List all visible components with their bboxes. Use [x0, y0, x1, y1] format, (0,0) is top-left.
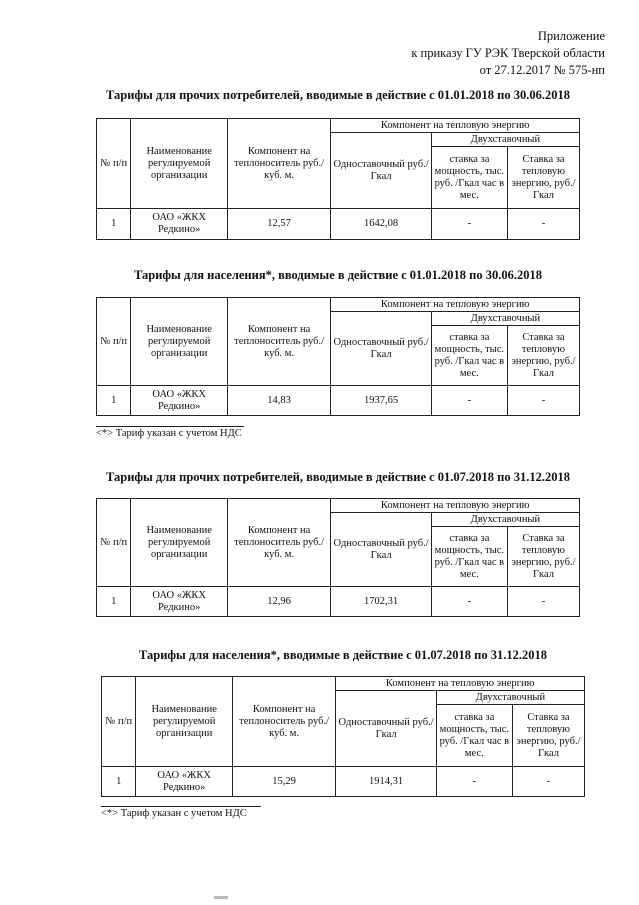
- header-org: Наименование регулируемой организации: [136, 677, 232, 767]
- header-energy-rate: Ставка за тепловую энергию, руб./Гкал: [507, 147, 579, 209]
- header-capacity-rate: ставка за мощность, тыс. руб. /Гкал час в мес.: [436, 705, 512, 767]
- header-heat-energy: Компонент на тепловую энергию: [331, 499, 580, 513]
- header-heat-carrier: Компонент на теплоноситель руб./куб. м.: [232, 677, 335, 767]
- cell-heat-carrier: 14,83: [227, 386, 330, 416]
- tariff-table: [96, 498, 580, 617]
- header-two-part: Двухставочный: [436, 691, 584, 705]
- footnote-divider: [101, 806, 261, 807]
- table-row: [102, 767, 585, 797]
- cell-org: ОАО «ЖКХ Редкино»: [131, 209, 227, 240]
- cell-one-part: 1642,08: [331, 209, 431, 240]
- cell-num: 1: [97, 386, 131, 416]
- header-one-part: Одноставочный руб./Гкал: [331, 133, 431, 209]
- header-two-part: Двухставочный: [431, 312, 579, 326]
- appendix-label: Приложение: [537, 29, 605, 43]
- header-energy-rate: Ставка за тепловую энергию, руб./Гкал: [507, 326, 579, 386]
- tariff-table: [96, 297, 580, 416]
- cell-capacity-rate: -: [431, 587, 507, 617]
- table-row: [97, 209, 580, 240]
- cell-capacity-rate: -: [431, 209, 507, 240]
- section-title: Тарифы для населения*, вводимые в действие с 01.07.2018 по 31.12.2018: [138, 648, 548, 662]
- cell-num: 1: [102, 767, 136, 797]
- table-row: [97, 587, 580, 617]
- header-heat-energy: Компонент на тепловую энергию: [331, 119, 580, 133]
- footnote-vat: <*> Тариф указан с учетом НДС: [96, 428, 242, 439]
- header-one-part: Одноставочный руб./Гкал: [331, 513, 431, 587]
- cell-energy-rate: -: [507, 209, 579, 240]
- order-reference: к приказу ГУ РЭК Тверской области: [411, 46, 605, 60]
- cell-heat-carrier: 12,96: [227, 587, 330, 617]
- document-header: [411, 28, 605, 79]
- section-title: Тарифы для прочих потребителей, вводимые в действие с 01.07.2018 по 31.12.2018: [105, 470, 571, 484]
- header-capacity-rate: ставка за мощность, тыс. руб. /Гкал час в мес.: [431, 147, 507, 209]
- table-row: [97, 386, 580, 416]
- cell-energy-rate: -: [507, 386, 579, 416]
- header-two-part: Двухставочный: [431, 513, 579, 527]
- cell-org: ОАО «ЖКХ Редкино»: [136, 767, 232, 797]
- cell-org: ОАО «ЖКХ Редкино»: [131, 587, 227, 617]
- section-title: Тарифы для прочих потребителей, вводимые в действие с 01.01.2018 по 30.06.2018: [105, 88, 571, 102]
- header-num: № п/п: [97, 298, 131, 386]
- header-num: № п/п: [97, 499, 131, 587]
- header-capacity-rate: ставка за мощность, тыс. руб. /Гкал час в мес.: [431, 326, 507, 386]
- order-date-number: от 27.12.2017 № 575-нп: [479, 63, 605, 77]
- cell-energy-rate: -: [512, 767, 584, 797]
- header-num: № п/п: [97, 119, 131, 209]
- cell-heat-carrier: 15,29: [232, 767, 335, 797]
- header-num: № п/п: [102, 677, 136, 767]
- header-heat-energy: Компонент на тепловую энергию: [331, 298, 580, 312]
- header-org: Наименование регулируемой организации: [131, 499, 227, 587]
- header-energy-rate: Ставка за тепловую энергию, руб./Гкал: [507, 527, 579, 587]
- header-heat-carrier: Компонент на теплоноситель руб./куб. м.: [227, 499, 330, 587]
- scan-artifact: [214, 896, 228, 899]
- cell-capacity-rate: -: [431, 386, 507, 416]
- footnote-vat: <*> Тариф указан с учетом НДС: [101, 808, 247, 819]
- footnote-divider: [96, 426, 244, 427]
- tariff-table: [101, 676, 585, 797]
- cell-num: 1: [97, 209, 131, 240]
- header-energy-rate: Ставка за тепловую энергию, руб./Гкал: [512, 705, 584, 767]
- section-title: Тарифы для населения*, вводимые в действие с 01.01.2018 по 30.06.2018: [133, 268, 543, 282]
- header-heat-energy: Компонент на тепловую энергию: [336, 677, 585, 691]
- cell-org: ОАО «ЖКХ Редкино»: [131, 386, 227, 416]
- cell-one-part: 1702,31: [331, 587, 431, 617]
- cell-heat-carrier: 12,57: [227, 209, 330, 240]
- header-one-part: Одноставочный руб./Гкал: [336, 691, 436, 767]
- header-org: Наименование регулируемой организации: [131, 298, 227, 386]
- header-one-part: Одноставочный руб./Гкал: [331, 312, 431, 386]
- header-two-part: Двухставочный: [431, 133, 579, 147]
- header-heat-carrier: Компонент на теплоноситель руб./куб. м.: [227, 298, 330, 386]
- cell-num: 1: [97, 587, 131, 617]
- tariff-table: [96, 118, 580, 240]
- cell-energy-rate: -: [507, 587, 579, 617]
- cell-capacity-rate: -: [436, 767, 512, 797]
- header-org: Наименование регулируемой организации: [131, 119, 227, 209]
- header-heat-carrier: Компонент на теплоноситель руб./куб. м.: [227, 119, 330, 209]
- cell-one-part: 1937,65: [331, 386, 431, 416]
- cell-one-part: 1914,31: [336, 767, 436, 797]
- header-capacity-rate: ставка за мощность, тыс. руб. /Гкал час в мес.: [431, 527, 507, 587]
